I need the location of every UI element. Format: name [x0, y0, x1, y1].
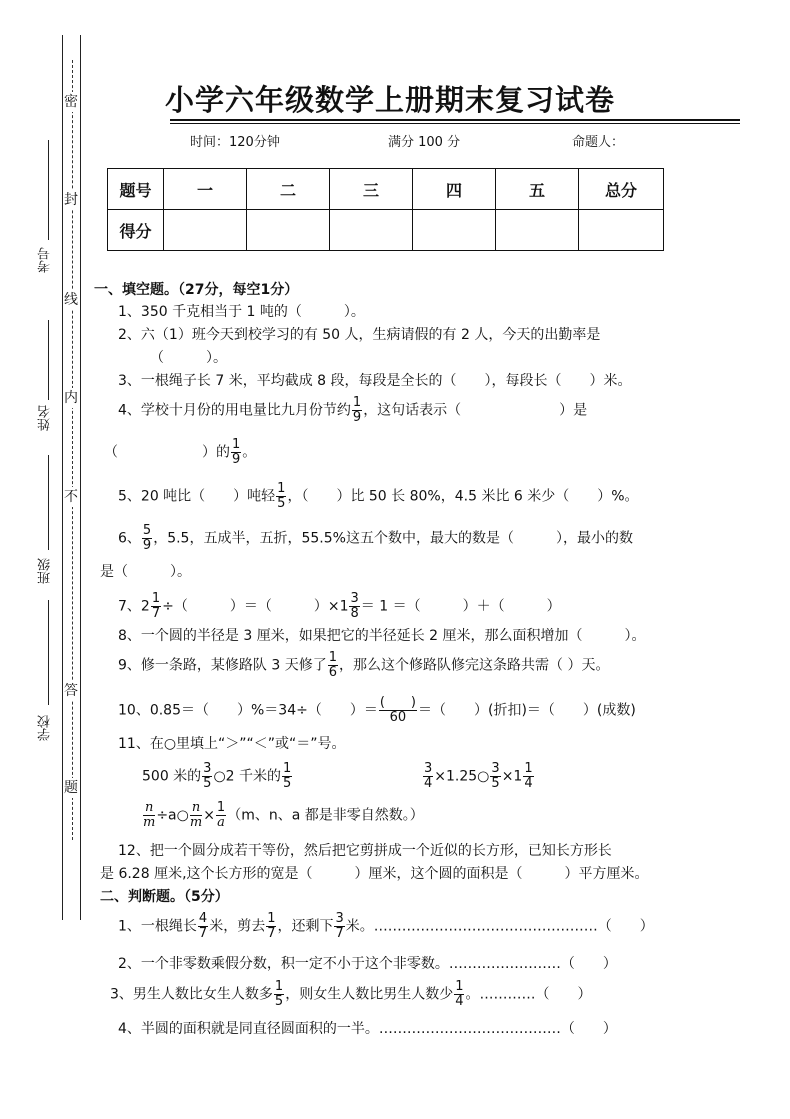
- question-12-line1: 12、把一个圆分成若干等份，然后把它剪拼成一个近似的长方形，已知长方形长: [118, 843, 612, 859]
- q11a-text-pre: 500 米的: [142, 768, 202, 785]
- q11c-text-mid1: ÷a○: [156, 807, 189, 824]
- question-7: [118, 592, 561, 621]
- numerator: 3: [424, 761, 433, 776]
- q7-text-mid: ÷（ ）＝（ ）×1: [162, 598, 349, 615]
- numerator: 3: [335, 911, 344, 926]
- score-cell[interactable]: [247, 210, 330, 251]
- fraction: [266, 912, 276, 941]
- score-header-cell: 三: [330, 169, 413, 210]
- full-score: 满分 100 分: [388, 135, 461, 150]
- school-line[interactable]: [48, 600, 49, 705]
- score-header-cell: 二: [247, 169, 330, 210]
- denominator: 9: [352, 410, 362, 425]
- score-header-cell: 一: [164, 169, 247, 210]
- score-cell[interactable]: [579, 210, 664, 251]
- j1-text-post: 米。…………………………………………（ ）: [345, 918, 654, 935]
- fraction: [282, 762, 292, 791]
- numerator: 1: [216, 800, 226, 815]
- denominator: 7: [267, 926, 276, 941]
- seal-char: 题: [64, 780, 78, 796]
- score-row-label: 得分: [108, 210, 164, 251]
- question-2-line1: 2、六（1）班今天到校学习的有 50 人，生病请假的有 2 人，今天的出勤率是: [118, 327, 601, 343]
- score-cell[interactable]: [413, 210, 496, 251]
- score-cell[interactable]: [164, 210, 247, 251]
- question-2-line2: （ ）。: [150, 350, 227, 366]
- question-12-line2: 是 6.28 厘米,这个长方形的宽是（ ）厘米，这个圆的面积是（ ）平方厘米。: [100, 866, 649, 882]
- judge-2: 2、一个非零数乘假分数，积一定不小于这个非零数。……………………（ ）: [118, 956, 617, 972]
- j1-text-pre: 1、一根绳长: [118, 918, 197, 935]
- denominator: 4: [424, 776, 433, 791]
- denominator: 7: [198, 926, 208, 941]
- numerator: 1: [151, 591, 161, 606]
- score-cell[interactable]: [496, 210, 579, 251]
- denominator: 5: [283, 776, 292, 791]
- denominator: 9: [142, 538, 152, 553]
- numerator: 1: [328, 650, 337, 665]
- question-3: 3、一根绳子长 7 米，平均截成 8 段，每段是全长的（ ），每段长（ ）米。: [118, 373, 632, 389]
- denominator: m: [143, 815, 156, 830]
- j3-text-post: 。…………（ ）: [465, 986, 592, 1003]
- q10-text-pre: 10、0.85＝（ ）%＝34÷（ ）＝: [118, 702, 378, 719]
- numerator: n: [191, 800, 201, 815]
- fraction: [490, 762, 500, 791]
- q9-text-post: ，那么这个修路队修完这条路共需（ ）天。: [339, 657, 610, 674]
- question-8: 8、一个圆的半径是 3 厘米，如果把它的半径延长 2 厘米，那么面积增加（ ）。: [118, 628, 646, 644]
- numerator: 4: [198, 911, 208, 926]
- binding-line-left: [62, 35, 63, 920]
- fraction: [379, 696, 417, 725]
- fraction: [274, 980, 284, 1009]
- fraction: [190, 801, 202, 830]
- question-11b: [422, 762, 535, 791]
- denominator: 60: [389, 710, 407, 725]
- q11b-text-mid2: ×1: [501, 768, 523, 785]
- seal-char: 封: [64, 192, 78, 208]
- seal-char: 密: [64, 94, 78, 110]
- seal-char: 线: [64, 292, 78, 308]
- q4-text-post: 。: [242, 444, 257, 461]
- denominator: a: [217, 815, 225, 830]
- fraction: [349, 592, 359, 621]
- score-header-cell: 五: [496, 169, 579, 210]
- question-6-line1: [118, 524, 633, 553]
- fraction: [202, 762, 212, 791]
- fraction: [276, 482, 286, 511]
- j1-text-mid2: ，还剩下: [277, 918, 334, 935]
- numerator: 1: [274, 979, 284, 994]
- q11a-text-post: ○2 千米的: [213, 768, 282, 785]
- question-10: [118, 696, 636, 725]
- q9-text-pre: 9、修一条路，某修路队 3 天修了: [118, 657, 327, 674]
- denominator: 4: [455, 994, 464, 1009]
- section1-heading: 一、填空题。（27分，每空1分）: [94, 282, 299, 298]
- denominator: 5: [277, 496, 286, 511]
- q7-text-post: ＝ 1 ＝（ ）＋（ ）: [360, 598, 561, 615]
- denominator: 5: [274, 994, 284, 1009]
- denominator: 6: [328, 665, 337, 680]
- question-5: [118, 482, 639, 511]
- j3-text-mid: ，则女生人数比男生人数少: [285, 986, 454, 1003]
- title-rule-thick: [170, 119, 740, 121]
- fraction: [142, 524, 152, 553]
- numerator: 1: [232, 437, 241, 452]
- q11b-text-mid1: ×1.25○: [434, 768, 490, 785]
- score-header-cell: 四: [413, 169, 496, 210]
- q4-text-pre: （ ）的: [104, 444, 230, 461]
- denominator: 5: [203, 776, 212, 791]
- student-id-line[interactable]: [48, 140, 49, 240]
- score-cell[interactable]: [330, 210, 413, 251]
- class-label: 班级: [38, 558, 53, 584]
- fraction: [143, 801, 155, 830]
- fraction: [328, 651, 338, 680]
- numerator: n: [144, 800, 154, 815]
- numerator: 1: [524, 761, 533, 776]
- class-line[interactable]: [48, 455, 49, 550]
- numerator: 1: [455, 979, 464, 994]
- numerator: 3: [491, 761, 500, 776]
- question-1: 1、350 千克相当于 1 吨的（ ）。: [118, 304, 365, 320]
- denominator: 8: [350, 606, 359, 621]
- q10-text-post: ＝（ ）(折扣)＝（ ）(成数): [418, 702, 636, 719]
- numerator: 3: [350, 591, 359, 606]
- school-label: 学校: [38, 715, 53, 741]
- question-6-line2: 是（ ）。: [100, 564, 191, 580]
- seal-dashed-line: [72, 60, 73, 840]
- q6-text-post: ，5.5，五成半，五折，55.5%这五个数中，最大的数是（ ），最小的数: [153, 530, 633, 547]
- fraction: [423, 762, 433, 791]
- fraction: [454, 980, 464, 1009]
- fraction: [198, 912, 208, 941]
- fraction: [352, 396, 362, 425]
- exam-time: 时间：120分钟: [190, 135, 280, 150]
- q7-text-pre: 7、2: [118, 598, 150, 615]
- judge-3: [110, 980, 591, 1009]
- denominator: m: [189, 815, 203, 830]
- denominator: 5: [491, 776, 500, 791]
- title-rule-thin: [170, 123, 740, 124]
- numerator: 1: [283, 761, 292, 776]
- judge-4: 4、半圆的面积就是同直径圆面积的一半。…………………………………（ ）: [118, 1021, 617, 1037]
- denominator: 7: [151, 606, 161, 621]
- question-9: [118, 651, 609, 680]
- binding-line-right: [80, 35, 81, 920]
- name-label: 姓名: [38, 405, 53, 431]
- section2-heading: 二、判断题。（5分）: [100, 889, 229, 905]
- q11c-text-mid2: ×: [203, 807, 215, 824]
- q5-text-pre: 5、20 吨比（ ）吨轻: [118, 488, 276, 505]
- numerator: 1: [352, 395, 362, 410]
- q6-text-pre: 6、: [118, 530, 141, 547]
- numerator: 1: [277, 481, 286, 496]
- fraction: [216, 801, 226, 830]
- denominator: 9: [232, 452, 241, 467]
- question-11: 11、在○里填上“＞”“＜”或“＝”号。: [118, 736, 346, 752]
- seal-char: 内: [64, 390, 78, 406]
- denominator: 4: [524, 776, 533, 791]
- seal-char: 不: [64, 489, 78, 505]
- question-setter: 命题人：: [572, 135, 625, 150]
- q4-text-post: ，这句话表示（ ）是: [363, 402, 588, 419]
- name-line[interactable]: [48, 320, 49, 400]
- score-table: [107, 168, 664, 251]
- judge-1: [118, 912, 654, 941]
- denominator: 7: [335, 926, 344, 941]
- q4-text-pre: 4、学校十月份的用电量比九月份节约: [118, 402, 351, 419]
- numerator: 5: [142, 523, 152, 538]
- q5-text-post: ，（ ）比 50 长 80%，4.5 米比 6 米少（ ）%。: [287, 488, 639, 505]
- fraction: [151, 592, 161, 621]
- question-11a: [142, 762, 293, 791]
- seal-char: 答: [64, 683, 78, 699]
- numerator: 3: [203, 761, 212, 776]
- question-11c: [142, 801, 424, 830]
- q11c-text-post: （m、n、a 都是非零自然数。）: [227, 807, 424, 824]
- j3-text-pre: 3、男生人数比女生人数多: [110, 986, 273, 1003]
- student-id-label: 考号: [38, 247, 53, 273]
- question-4-line2: [104, 438, 256, 467]
- question-4-line1: [118, 396, 587, 425]
- numerator: 1: [267, 911, 276, 926]
- j1-text-mid1: 米，剪去: [209, 918, 266, 935]
- fraction: [231, 438, 241, 467]
- score-header-cell: 题号: [108, 169, 164, 210]
- numerator: ( ): [379, 695, 416, 710]
- page-title: 小学六年级数学上册期末复习试卷: [165, 83, 616, 117]
- fraction: [523, 762, 533, 791]
- fraction: [334, 912, 344, 941]
- score-header-cell: 总分: [579, 169, 664, 210]
